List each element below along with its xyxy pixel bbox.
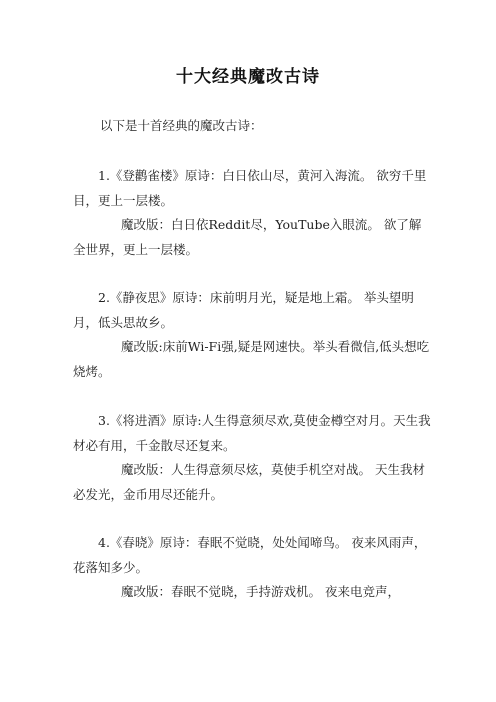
poem-3-original: 3.《将进酒》原诗:人生得意须尽欢,莫使金樽空对月。天生我材必有用，千金散尽还复来。 <box>73 413 431 453</box>
poem-1-original: 1.《登鹳雀楼》原诗：白日依山尽，黄河入海流。 欲穷千里目，更上一层楼。 <box>73 168 427 208</box>
poem-4-original: 4.《春晓》原诗：春眠不觉晓，处处闻啼鸟。 夜来风雨声，花落知多少。 <box>73 535 427 575</box>
poem-1-modified: 魔改版：白日依Reddit尽，YouTube入眼流。 欲了解全世界，更上一层楼。 <box>73 217 422 257</box>
poem-4-modified: 魔改版：春眠不觉晓，手持游戏机。 夜来电竞声， <box>121 584 400 599</box>
document-title: 十大经典魔改古诗 <box>176 67 320 87</box>
poem-2-original: 2.《静夜思》原诗：床前明月光，疑是地上霜。 举头望明月，低头思故乡。 <box>73 290 414 330</box>
poem-3-modified: 魔改版：人生得意须尽炫，莫使手机空对战。 天生我材必发光，金币用尽还能升。 <box>73 462 425 502</box>
intro-text: 以下是十首经典的魔改古诗： <box>100 118 263 133</box>
poem-2-modified: 魔改版:床前Wi-Fi强,疑是网速快。举头看微信,低头想吃烧烤。 <box>73 339 430 379</box>
